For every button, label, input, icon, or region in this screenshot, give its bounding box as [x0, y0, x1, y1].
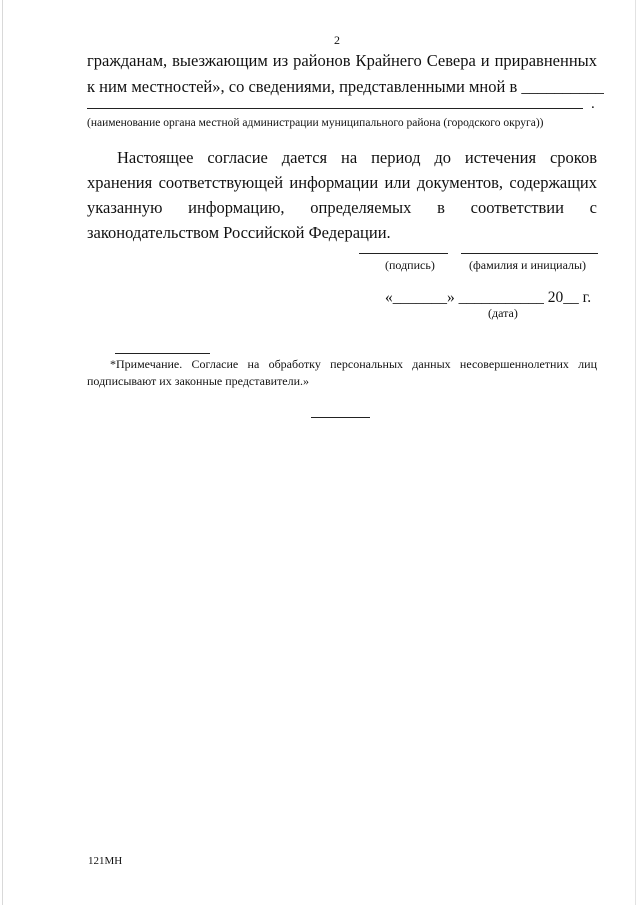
document-code: 121МН	[88, 855, 123, 867]
scan-edge-left	[2, 0, 3, 905]
name-caption: (фамилия и инициалы)	[469, 258, 587, 272]
line-end-dot: .	[591, 96, 595, 112]
page-number: 2	[334, 33, 340, 47]
footnote	[87, 356, 597, 389]
body-line-1: гражданам, выезжающим из районов Крайнего Севера и приравненных	[87, 51, 597, 70]
name-line	[461, 253, 598, 254]
authority-caption: (наименование органа местной администрации муниципального района (городского округа))	[87, 117, 544, 129]
body-line-2: к ним местностей», со сведениями, представленными мной в __________	[87, 77, 604, 96]
date-caption: (дата)	[488, 306, 518, 320]
end-separator	[311, 417, 370, 418]
consent-period-text: Настоящее согласие дается на период до истечения сроков хранения соответствующей информации или документов, содержащих указанную информацию, определяемых в соответствии с законодательством Российской Федерации.	[87, 148, 597, 242]
signature-line	[359, 253, 448, 254]
consent-period-paragraph	[87, 145, 597, 245]
footnote-text: *Примечание. Согласие на обработку персональных данных несовершеннолетних лиц подписывают их законные представители.»	[87, 357, 597, 388]
date-field: «_______» ___________ 20__ г.	[385, 289, 592, 306]
signature-caption: (подпись)	[385, 258, 435, 272]
fill-in-line	[87, 108, 583, 109]
scan-edge-right	[635, 0, 636, 905]
footnote-separator	[115, 353, 210, 354]
